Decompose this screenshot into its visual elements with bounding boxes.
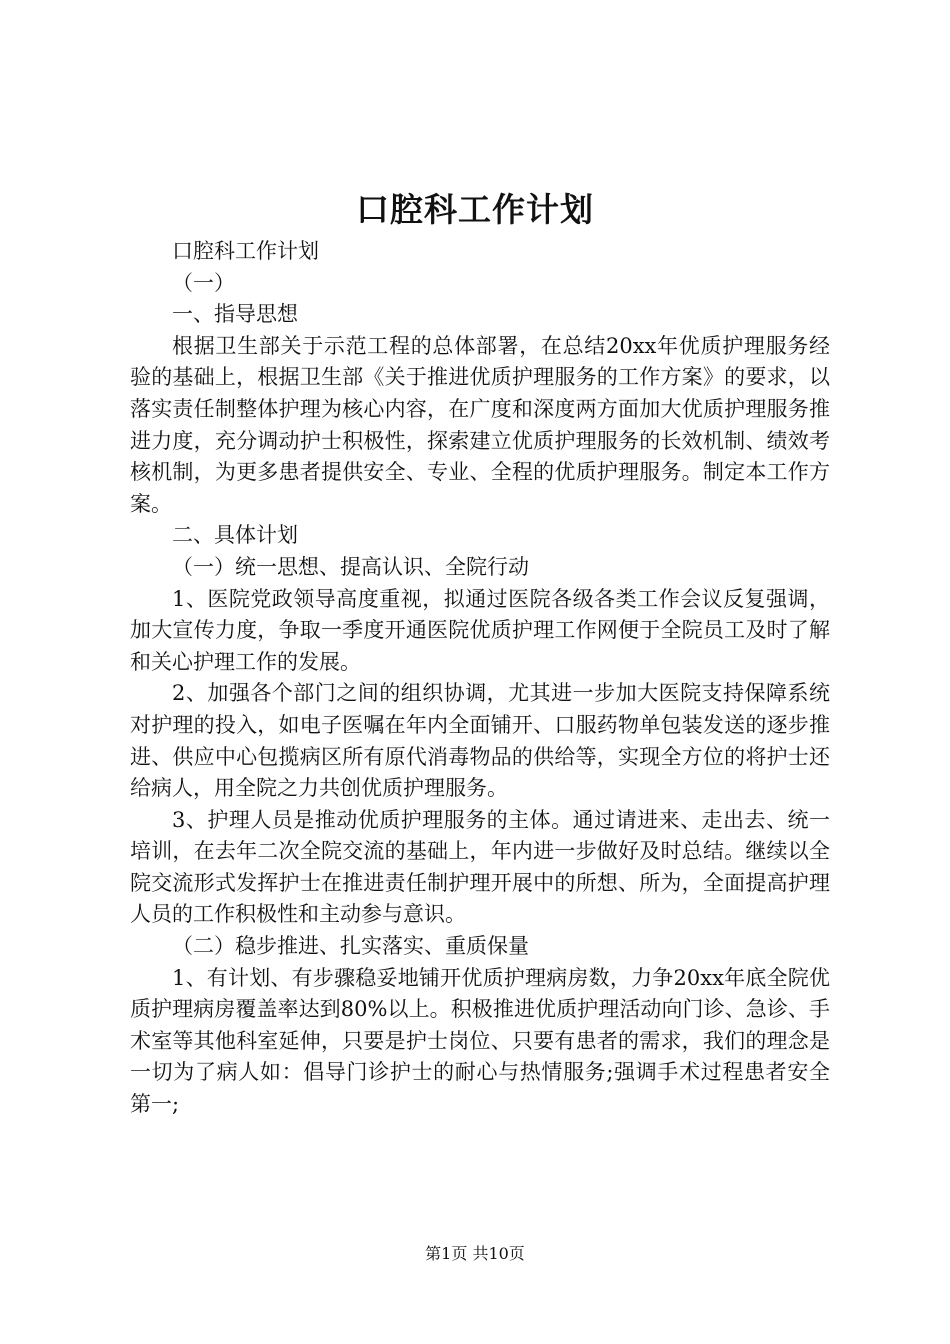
paragraph-part-number: （一）	[172, 270, 235, 295]
page-footer: 第1页 共10页	[425, 1244, 525, 1263]
subsection-heading-unify-thinking: （一）统一思想、提高认识、全院行动	[172, 554, 529, 579]
paragraph-item-2: 2、加强各个部门之间的组织协调，尤其进一步加大医院支持保障系统对护理的投入，如电子医嘱在年内全面铺开、口服药物单包装发送的逐步推进、供应中心包揽病区所有原代消毒物品的供给等，实现全方位的将护士还给病人，用全院之力共创优质护理服务。	[130, 681, 830, 801]
document-body	[130, 236, 830, 1121]
section-heading-specific-plan: 二、具体计划	[172, 523, 298, 548]
paragraph-item-1: 1、医院党政领导高度重视，拟通过医院各级各类工作会议反复强调，加大宣传力度，争取一季度开通医院优质护理工作网便于全院员工及时了解和关心护理工作的发展。	[130, 586, 830, 674]
paragraph-guiding-ideology: 根据卫生部关于示范工程的总体部署，在总结20xx年优质护理服务经验的基础上，根据卫生部《关于推进优质护理服务的工作方案》的要求，以落实责任制整体护理为核心内容，在广度和深度两方面加大优质护理服务推进力度，充分调动护士积极性，探索建立优质护理服务的长效机制、绩效考核机制，为更多患者提供安全、专业、全程的优质护理服务。制定本工作方案。	[130, 333, 830, 516]
paragraph-progress-item-1: 1、有计划、有步骤稳妥地铺开优质护理病房数，力争20xx年底全院优质护理病房覆盖率达到80%以上。积极推进优质护理活动向门诊、急诊、手术室等其他科室延伸，只要是护士岗位、只要有患者的需求，我们的理念是一切为了病人如：倡导门诊护士的耐心与热情服务;强调手术过程患者安全第一;	[130, 965, 830, 1117]
document-title: 口腔科工作计划	[356, 190, 594, 229]
paragraph-subtitle: 口腔科工作计划	[172, 239, 319, 263]
section-heading-guiding-ideology: 一、指导思想	[172, 302, 298, 327]
subsection-heading-steady-progress: （二）稳步推进、扎实落实、重质保量	[172, 934, 529, 959]
paragraph-item-3: 3、护理人员是推动优质护理服务的主体。通过请进来、走出去、统一培训，在去年二次全院交流的基础上，年内进一步做好及时总结。继续以全院交流形式发挥护士在推进责任制护理开展中的所想、所为，全面提高护理人员的工作积极性和主动参与意识。	[130, 807, 830, 927]
